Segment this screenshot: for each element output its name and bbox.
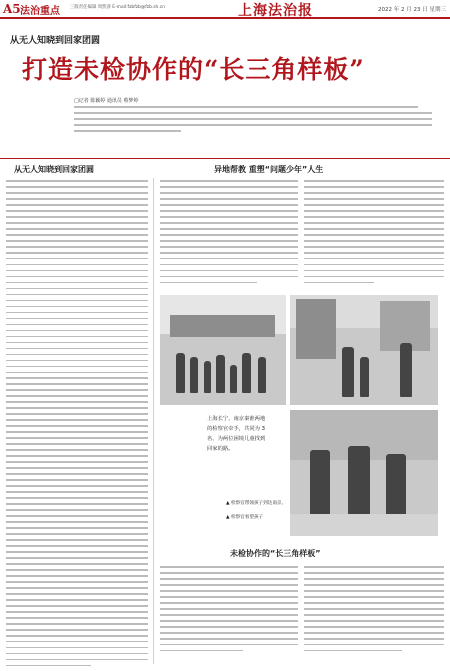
issue-date: 2022 年 2 月 23 日 星期三 [378,7,446,13]
article-byline: □记者 陈颖婷 通讯员 蔡梦婷 [74,98,139,104]
column-bottom-mid-text [160,566,298,656]
newspaper-logo: 上海法治报 [238,3,313,19]
lead-paragraph [74,106,432,136]
page-number: A5 [3,2,21,16]
section-title-1: 从无人知晓到回家团圆 [14,165,94,174]
page-header [0,0,450,19]
article-kicker: 从无人知晓到回家团圆 [10,36,101,46]
column-bottom-right-text [304,566,444,656]
column-right-text [304,180,444,288]
photo-legend-1: ▲ 检察官带领孩子到达南京。 [226,501,287,506]
column-left-text [6,180,148,671]
photo-legend-2: ▲ 检察官看望孩子 [226,515,264,520]
section-title-3: 未检协作的“长三角样板” [230,549,321,558]
photo-caption: 上海长宁、南京秦淮两地的检察官牵手，共同为 3 名、为两位困境儿童找到回家的路。 [207,416,266,452]
photo-meeting [290,410,438,536]
column-rule [153,178,154,664]
photo-station [160,295,286,405]
section-divider [0,158,450,159]
photo-visit [290,295,438,405]
column-mid-text [160,180,298,288]
editor-meta: 三版责任编辑 周凯睿 E-mail:fzbfzb@fzb.sh.cn [70,5,165,10]
section-name: 法治重点 [20,6,60,17]
article-headline: 打造未检协作的“长三角样板” [22,55,365,84]
section-title-2: 异地帮教 重塑“问题少年”人生 [214,165,324,174]
